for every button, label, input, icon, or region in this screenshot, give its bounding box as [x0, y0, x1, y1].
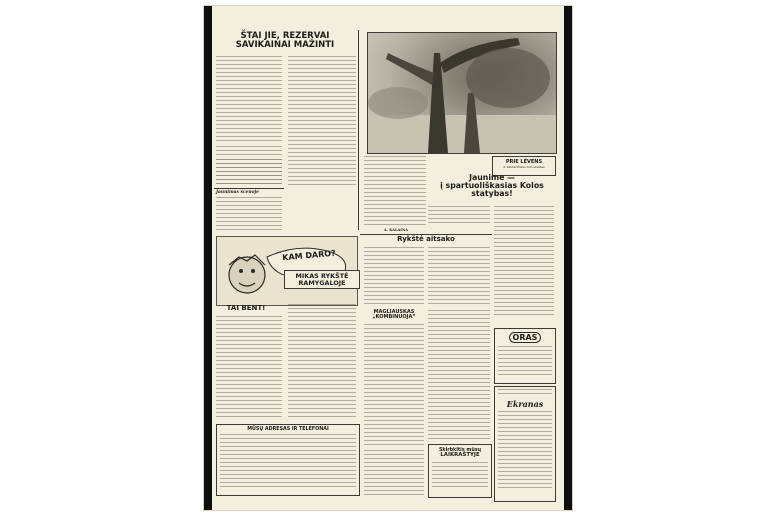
separator [214, 188, 284, 189]
landscape-photo [367, 32, 557, 154]
photo-caption-title: PRIE LĖVENS [505, 159, 543, 165]
magliauskas-headline-line1: MAGLIAUSKAS [373, 309, 415, 315]
newspaper-page [204, 6, 572, 510]
cinema-box [494, 386, 556, 502]
advertise-box [428, 444, 492, 498]
advertise-line1: Skirbkitis mūsų [438, 448, 482, 453]
lower-left-col1 [216, 316, 282, 420]
jaunime-article-text-right [494, 206, 554, 318]
scene-heading: Jaunimas scenoje [216, 190, 259, 195]
jaunime-headline-line1: Jaunime — [469, 173, 515, 182]
cartoon-caption: TAI BENT! [226, 304, 266, 312]
main-headline [214, 32, 356, 50]
ryksti-headline: Rykštė aitsako [397, 235, 455, 243]
weather-logo: ORAS [509, 332, 541, 343]
address-text [220, 434, 356, 490]
jaunime-article-text-left [428, 206, 490, 226]
cartoon-speech-text: KAM DARO? [281, 248, 337, 263]
bottom-middle-text [364, 450, 424, 496]
middle-article-text [364, 156, 426, 228]
address-box [216, 424, 360, 496]
weather-box [494, 328, 556, 384]
results-table [216, 146, 282, 186]
main-article-col1 [216, 56, 282, 144]
magliauskas-headline-line2: „KOMBINUOJA“ [372, 314, 416, 321]
cinema-logo: Ekranas [506, 399, 544, 409]
magliauskas-col2 [428, 310, 490, 440]
article-author: A. KALAINA [383, 228, 409, 232]
cinema-header-text [498, 389, 552, 397]
mikas-headline-line2: RAMYGALOJE [298, 278, 346, 287]
jaunime-headline-line3: statybas! [471, 189, 513, 199]
page-border-left [204, 6, 212, 510]
jaunime-headline-line2: į spartuoliškasias Kolos [440, 181, 544, 191]
main-headline-line2: SAVIKAINAI MAŽINTI [235, 39, 335, 50]
scene-article-text [216, 197, 282, 231]
main-article-col2 [288, 56, 356, 186]
ryksti-col1 [364, 247, 424, 307]
tree-illustration [368, 33, 556, 153]
page-border-right [564, 6, 572, 510]
column-divider [358, 30, 359, 230]
ryksti-col2 [428, 247, 490, 307]
main-headline-line1: ŠTAI JIE, REZERVAI [240, 31, 330, 41]
mikas-headline-line1: MIKAS RYKŠTĖ [295, 272, 349, 280]
advertise-line2: LAIKRAŠTYJE [440, 452, 480, 459]
cinema-listing [498, 411, 552, 489]
jaunime-headline [428, 174, 556, 199]
lower-left-col2 [288, 304, 356, 420]
photo-caption-credit: P. Tautavičiaus foto etiudas [503, 165, 545, 169]
results-table-header [216, 146, 282, 156]
advertise-text [432, 462, 488, 488]
mikas-headline [284, 270, 360, 289]
weather-text [498, 346, 552, 378]
address-heading: MŪSŲ ADRESAS IR TELEFONAI [247, 427, 329, 432]
results-table-rows [216, 159, 282, 185]
magliauskas-headline [364, 310, 424, 321]
magliauskas-col1 [364, 324, 424, 446]
